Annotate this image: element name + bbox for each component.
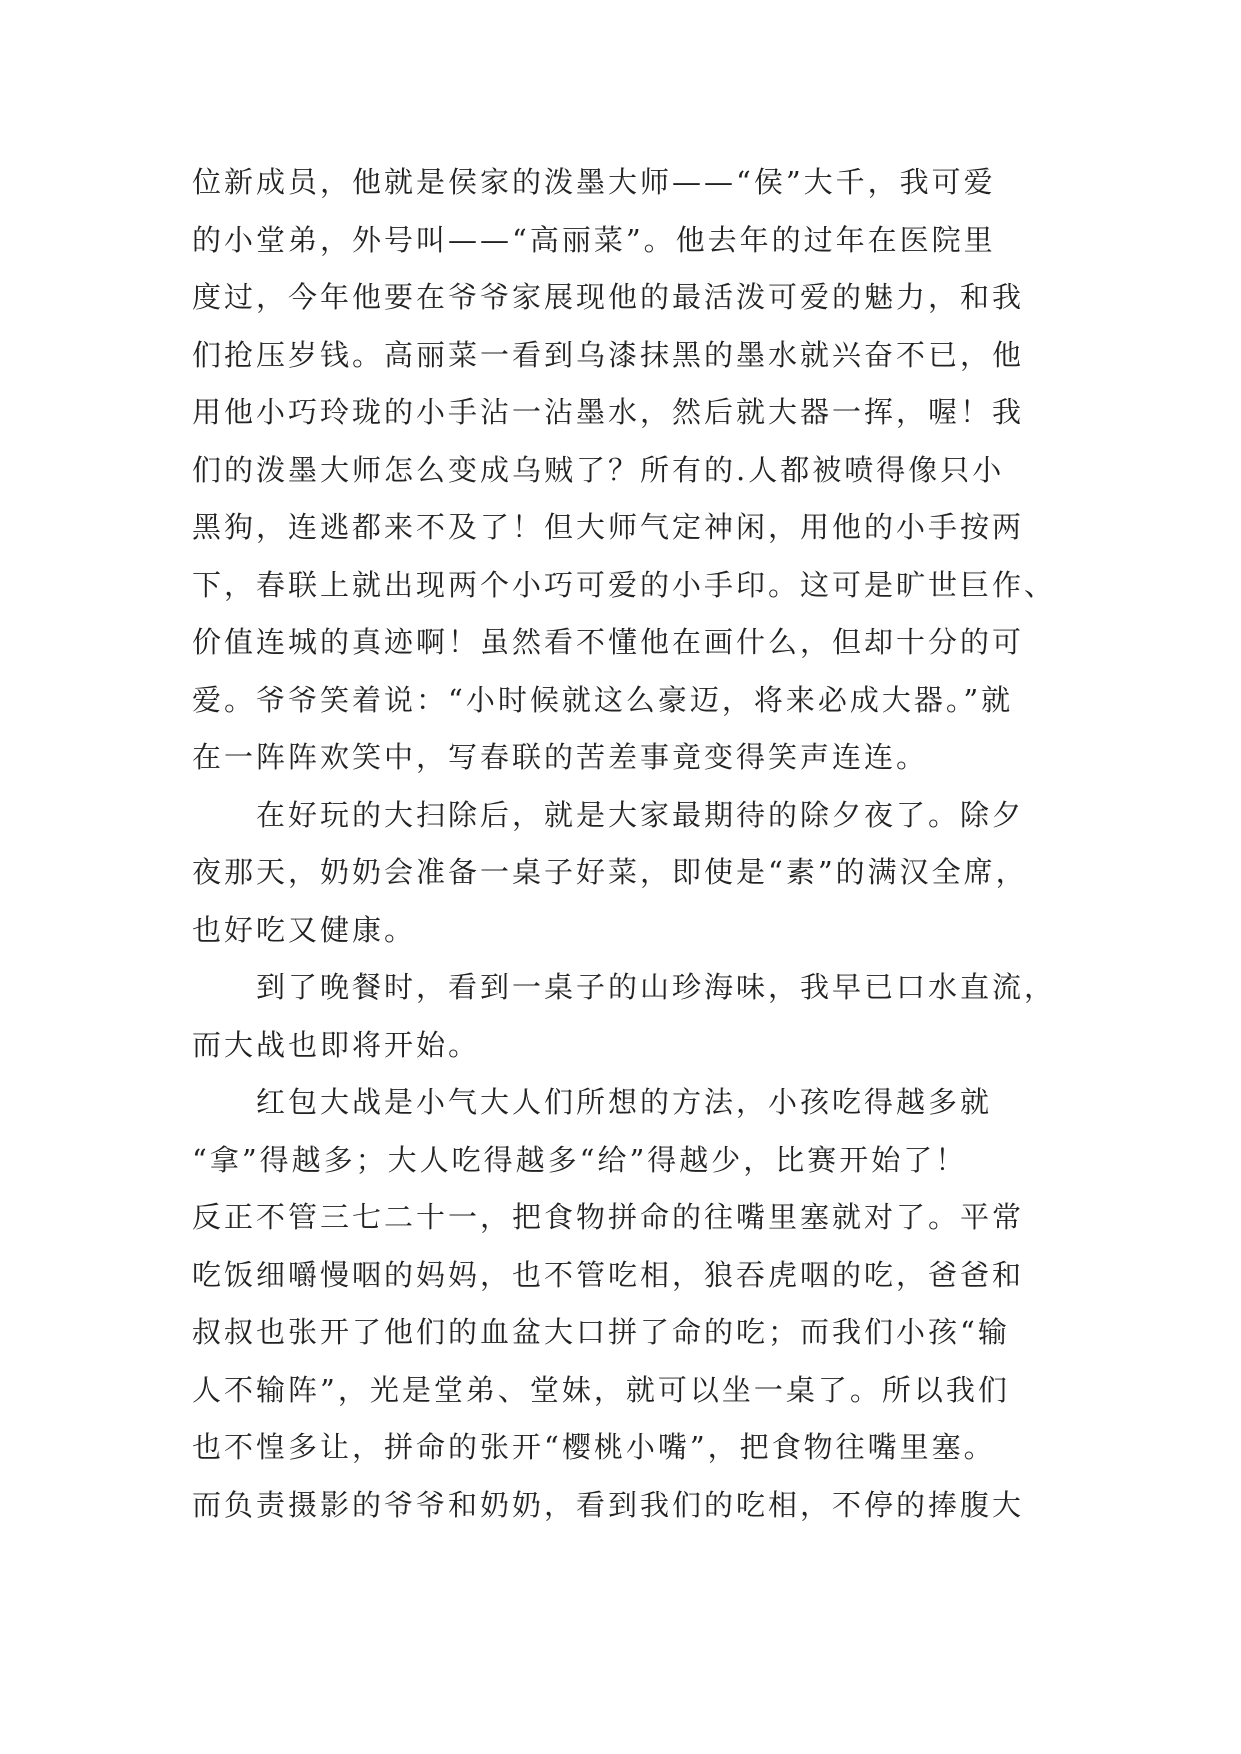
text-line: 人不输阵”，光是堂弟、堂妹，就可以坐一桌了。所以我们: [192, 1372, 1010, 1407]
text-line: 们抢压岁钱。高丽菜一看到乌漆抹黑的墨水就兴奋不已，他: [192, 337, 1025, 372]
text-line: 叔叔也张开了他们的血盆大口拼了命的吃；而我们小孩“输: [192, 1315, 1010, 1349]
text-line: 们的泼墨大师怎么变成乌贼了？所有的.人都被喷得像只小: [192, 452, 1005, 487]
text-line: 夜那天，奶奶会准备一桌子好菜，即使是“素”的满汉全席，: [192, 855, 1028, 889]
paragraph-4: [192, 1074, 1052, 1534]
text-line: 到了晚餐时，看到一桌子的山珍海味，我早已口水直流，: [256, 970, 1057, 1004]
text-line: 也不惶多让，拼命的张开“樱桃小嘴”，把食物往嘴里塞。: [192, 1430, 996, 1464]
paragraph-3: [192, 959, 1057, 1074]
text-line: 反正不管三七二十一，把食物拼命的往嘴里塞就对了。平常: [192, 1200, 1025, 1234]
text-line: 黑狗，连逃都来不及了！但大师气定神闲，用他的小手按两: [192, 510, 1025, 544]
text-line: 而负责摄影的爷爷和奶奶，看到我们的吃相，不停的捧腹大: [192, 1487, 1025, 1522]
text-line: 而大战也即将开始。: [192, 1027, 481, 1062]
text-line: 红包大战是小气大人们所想的方法，小孩吃得越多就: [256, 1085, 993, 1119]
text-line: 的小堂弟，外号叫——“高丽菜”。他去年的过年在医院里: [192, 222, 996, 257]
text-line: 用他小巧玲珑的小手沾一沾墨水，然后就大器一挥，喔！我: [192, 395, 1025, 429]
text-line: 度过，今年他要在爷爷家展现他的最活泼可爱的魅力，和我: [192, 280, 1025, 314]
text-line: 在好玩的大扫除后，就是大家最期待的除夕夜了。除夕: [256, 797, 1025, 832]
paragraph-2: [192, 787, 1052, 960]
text-line: 在一阵阵欢笑中，写春联的苦差事竟变得笑声连连。: [192, 740, 929, 774]
text-line: 位新成员，他就是侯家的泼墨大师——“侯”大千，我可爱: [192, 165, 996, 199]
text-line: 也好吃又健康。: [192, 912, 417, 947]
text-line: “拿”得越多；大人吃得越多“给”得越少，比赛开始了！: [192, 1142, 968, 1177]
paragraph-1: [192, 154, 1057, 787]
text-line: 爱。爷爷笑着说：“小时候就这么豪迈，将来必成大器。”就: [192, 682, 1014, 717]
document-body: [192, 154, 1057, 1534]
text-line: 吃饭细嚼慢咽的妈妈，也不管吃相，狼吞虎咽的吃，爸爸和: [192, 1257, 1025, 1292]
text-line: 下，春联上就出现两个小巧可爱的小手印。这可是旷世巨作、: [192, 567, 1057, 602]
text-line: 价值连城的真迹啊！虽然看不懂他在画什么，但却十分的可: [192, 625, 1025, 659]
